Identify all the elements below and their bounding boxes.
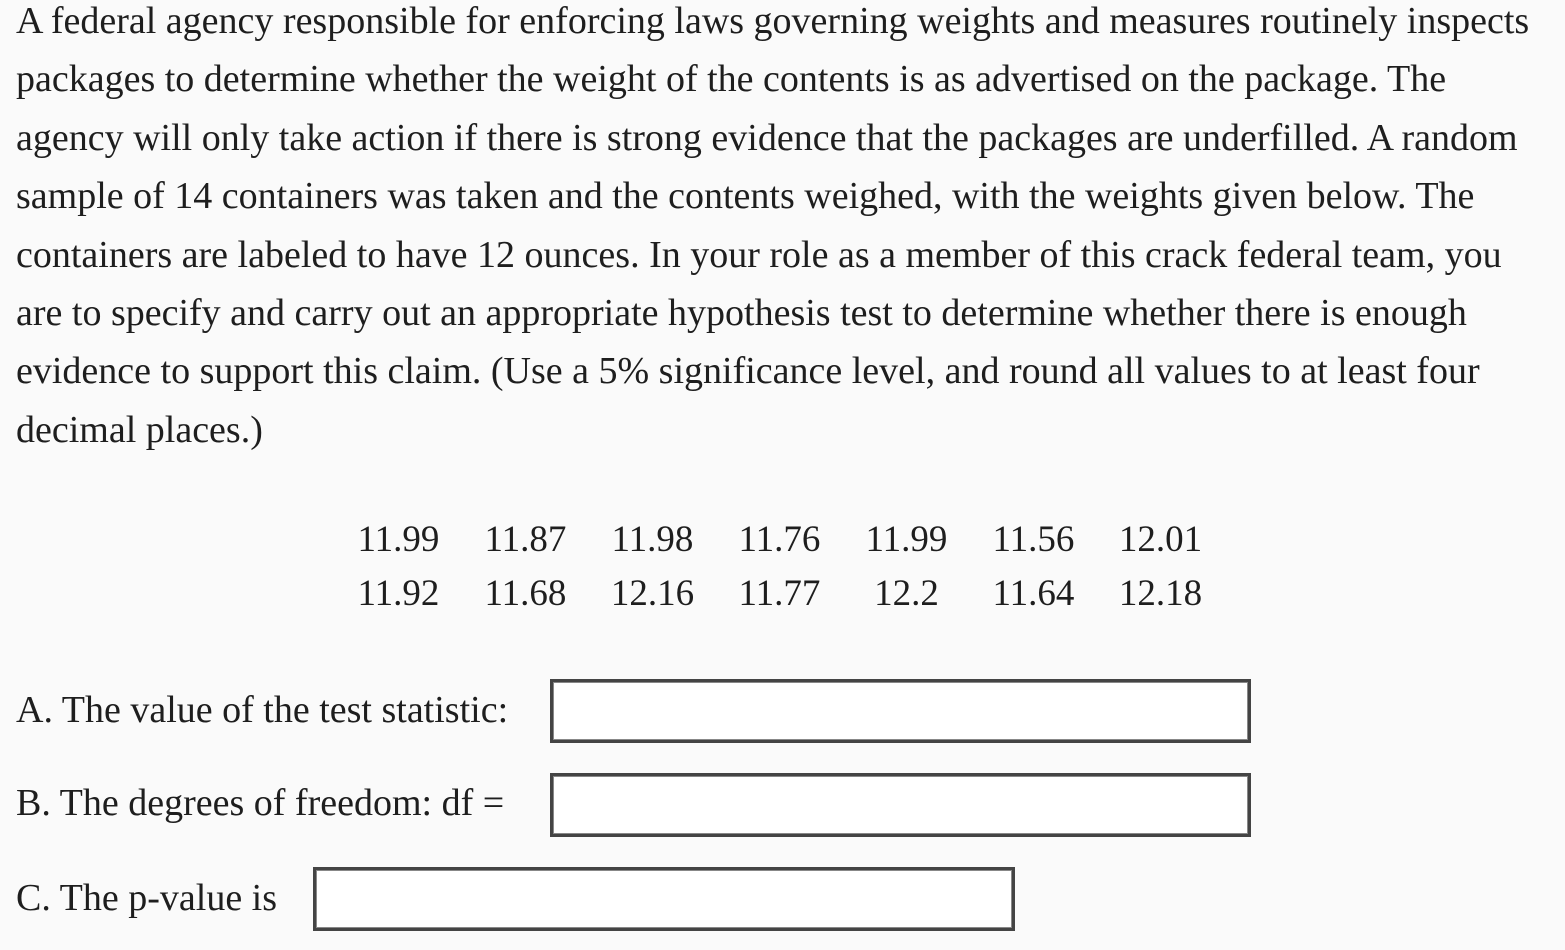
weight-cell: 11.87 (484, 518, 567, 560)
weight-cell: 11.99 (357, 518, 440, 560)
weight-cell: 11.99 (865, 518, 948, 560)
degrees-of-freedom-input[interactable] (550, 773, 1251, 837)
weight-cell: 11.77 (738, 572, 821, 614)
problem-statement: A federal agency responsible for enforcing laws governing weights and measures routinely inspects packages to determine whether the weight of the contents is as advertised on the package. The agency will only take action if there is strong evidence that the packages are underfilled. A random sample of 14 containers was taken and the contents weighed, with the weights given below. The containers are labeled to have 12 ounces. In your role as a member of this crack federal team, you are to specify and carry out an appropriate hypothesis test to determine whether there is enough evidence to support this claim. (Use a 5% significance level, and round all values to at least four decimal places.) (16, 0, 1530, 451)
weight-cell: 11.76 (738, 518, 821, 560)
weight-cell: 12.16 (610, 572, 695, 614)
question-a-label: A. The value of the test statistic: (16, 689, 509, 731)
weight-cell: 11.56 (992, 518, 1075, 560)
table-row (335, 512, 1224, 566)
weight-cell: 12.2 (874, 572, 939, 614)
question-c-label: C. The p-value is (16, 877, 278, 919)
weight-cell: 12.18 (1118, 572, 1203, 614)
p-value-input[interactable] (313, 867, 1015, 931)
weight-cell: 12.01 (1118, 518, 1203, 560)
weight-cell: 11.64 (992, 572, 1075, 614)
weight-cell: 11.92 (357, 572, 440, 614)
weight-cell: 11.98 (611, 518, 694, 560)
weight-cell: 11.68 (484, 572, 567, 614)
test-statistic-input[interactable] (550, 679, 1251, 743)
weights-table (335, 512, 1224, 620)
question-b-label: B. The degrees of freedom: df = (16, 782, 505, 824)
table-row (335, 566, 1224, 620)
